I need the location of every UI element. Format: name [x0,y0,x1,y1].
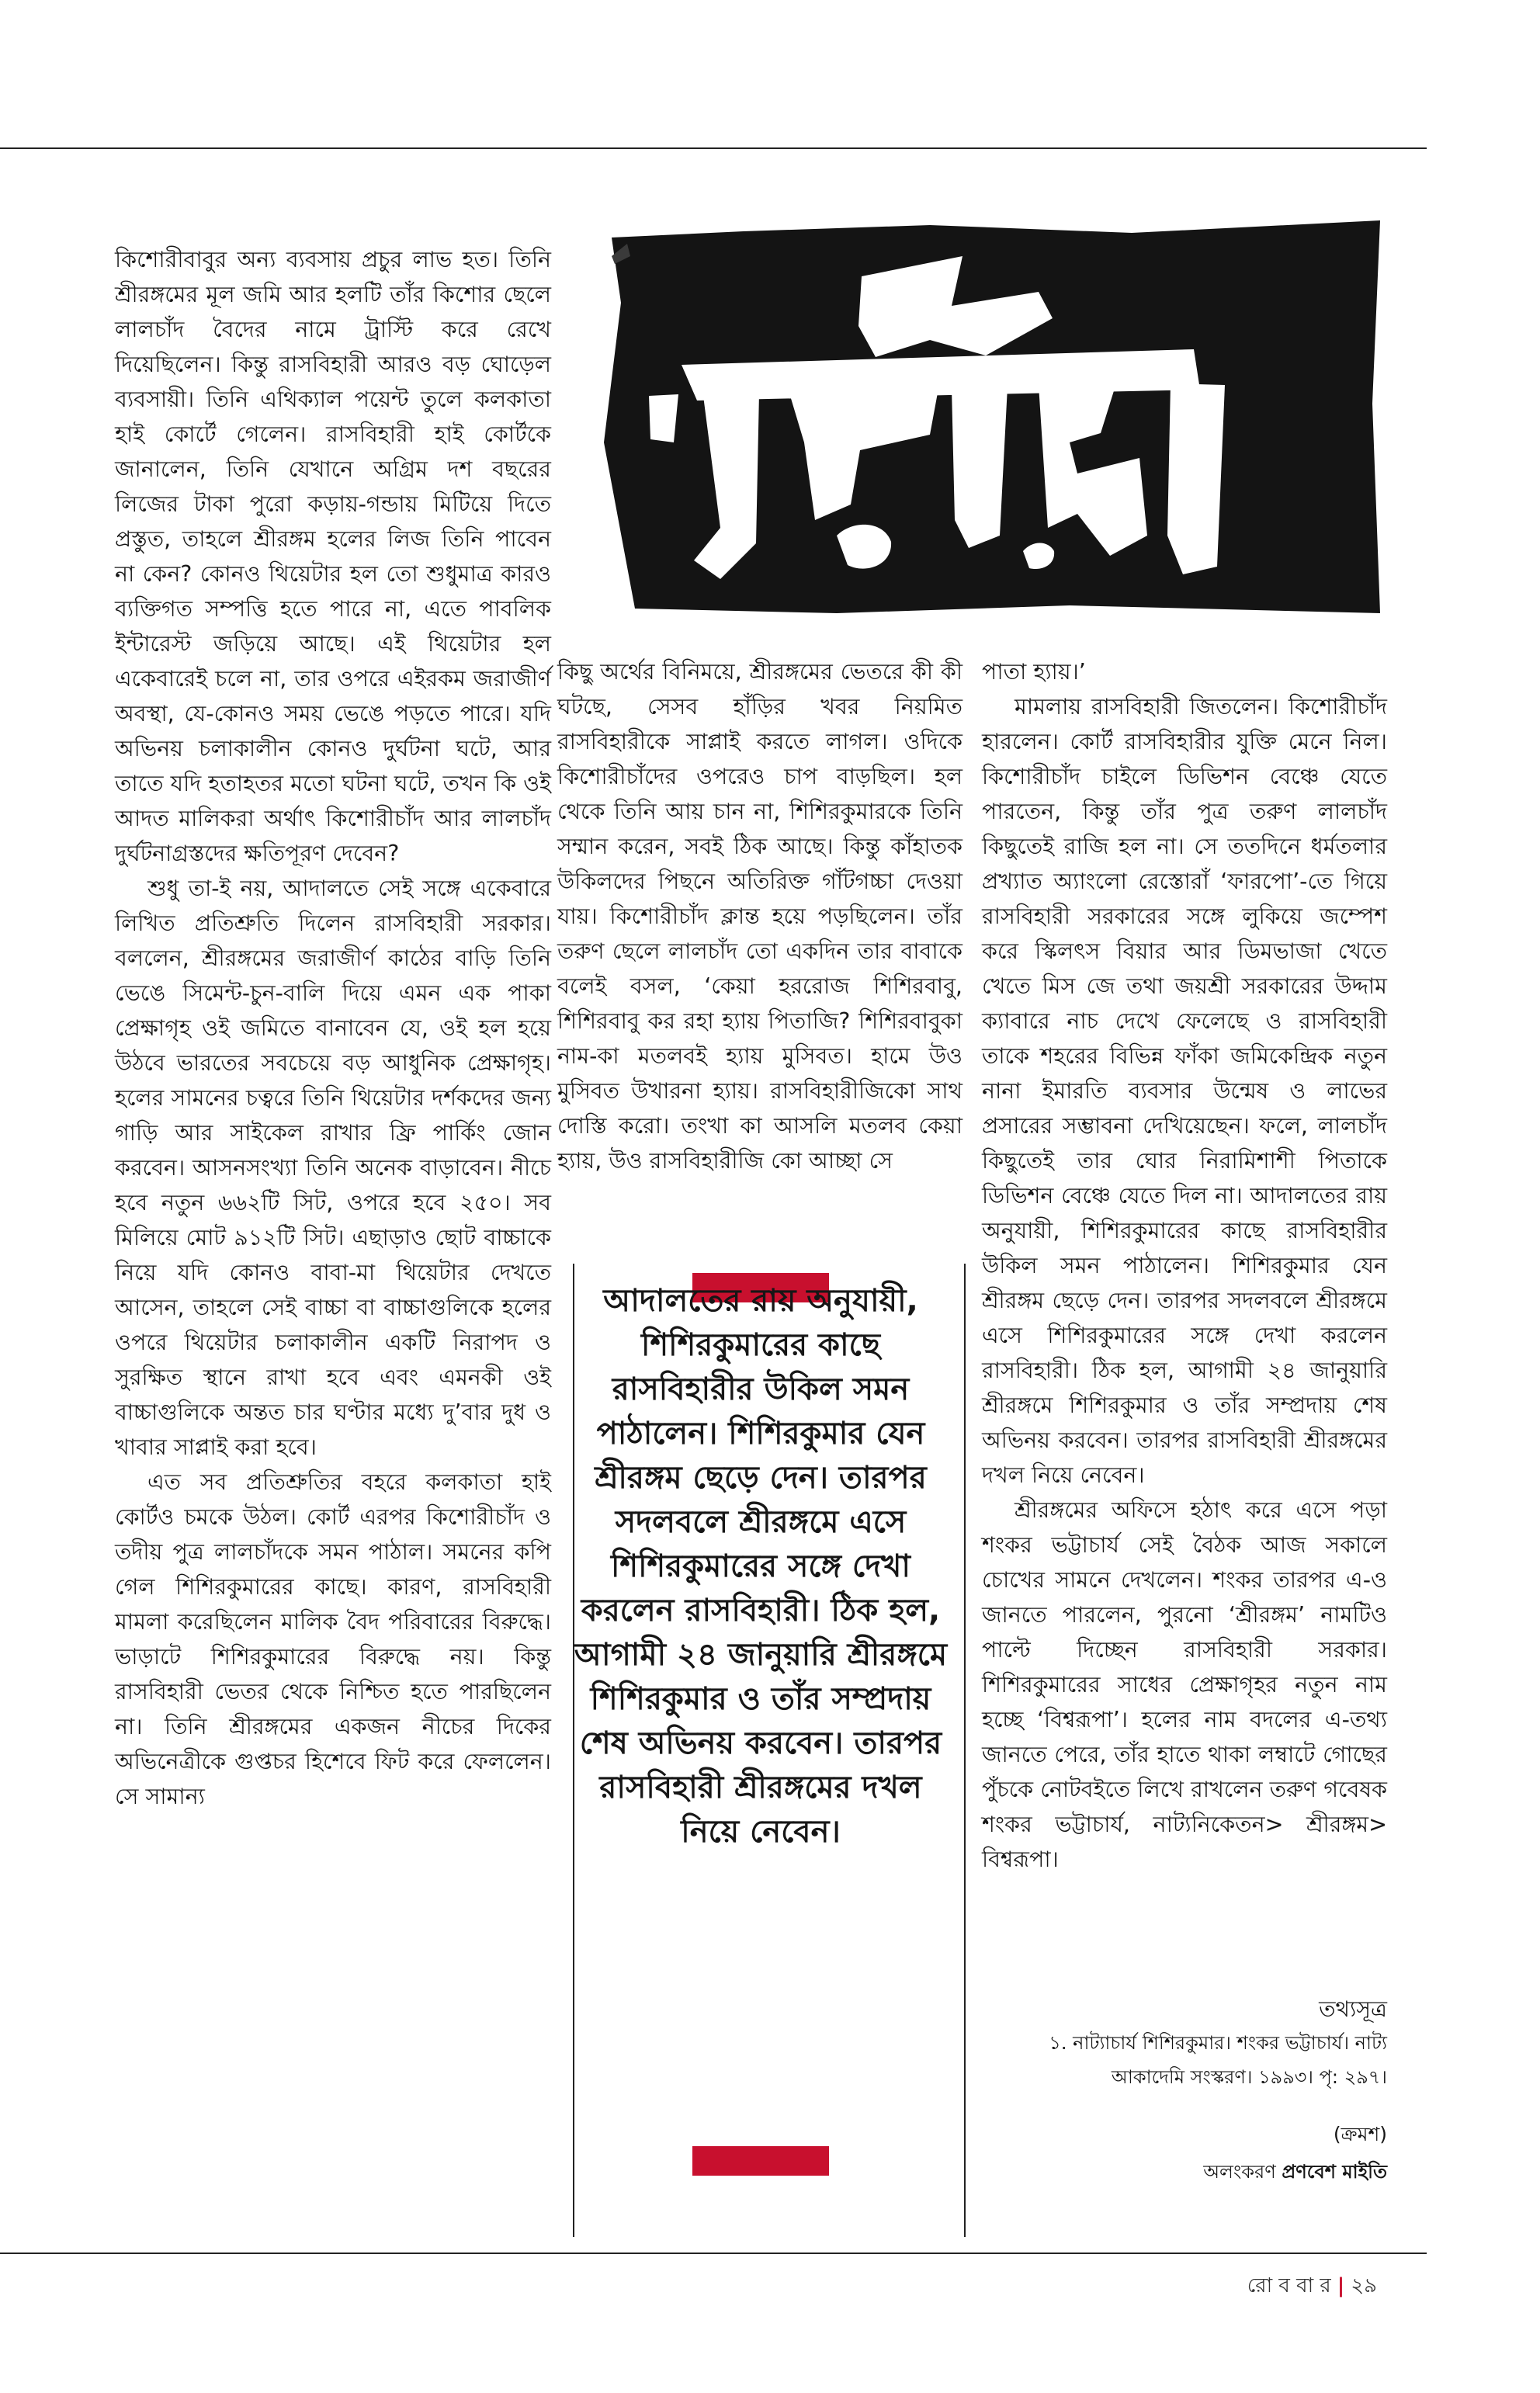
article-column-3 [982,654,1387,1877]
paragraph: এত সব প্রতিশ্রুতির বহরে কলকাতা হাই কোর্টও চমকে উঠল। কোর্ট এরপর কিশোরীচাঁদ ও তদীয় পুত্র লালচাঁদকে সমন পাঠাল। সমনের কপি গেল শিশিরকুমারের কাছে। কারণ, রাসবিহারী মামলা করেছিলেন মালিক বৈদ পরিবারের বিরুদ্ধে। ভাড়াটে শিশিরকুমারের বিরুদ্ধে নয়। কিন্তু রাসবিহারী ভেতর থেকে নিশ্চিত হতে পারছিলেন না। তিনি শ্রীরঙ্গমের একজন নীচের দিকের অভিনেত্রীকে গুপ্তচর হিশেবে ফিট করে ফেললেন। সে সামান্য [115,1469,551,1809]
column-divider-right [964,1264,966,2237]
page-number: ২৯ [1351,2274,1377,2298]
source-citation: ১. নাট্যাচার্য শিশিরকুমার। শংকর ভট্টাচার্য। নাট্য আকাদেমি সংস্করণ। ১৯৯৩। পৃ: ২৯৭। [1049,2032,1387,2088]
folio-separator: | [1337,2274,1345,2298]
paragraph: কিছু অর্থের বিনিময়ে, শ্রীরঙ্গমের ভেতরে কী কী ঘটছে, সেসব হাঁড়ির খবর নিয়মিত রাসবিহারীকে সাপ্লাই করতে লাগল। ওদিকে কিশোরীচাঁদের ওপরেও চাপ বাড়ছিল। হল থেকে তিনি আয় চান না, শিশিরকুমারকে তিনি সম্মান করেন, সবই ঠিক আছে। কিন্তু কাঁহাতক উকিলদের পিছনে অতিরিক্ত গাঁটগচ্চা দেওয়া যায়। কিশোরীচাঁদ ক্লান্ত হয়ে পড়ছিলেন। তাঁর তরুণ ছেলে লালচাঁদ তো একদিন তার বাবাকে বলেই বসল, ‘কেয়া হররোজ শিশিরবাবু, শিশিরবাবু কর রহা হ্যায় পিতাজি? শিশিরবাবুকা নাম-কা মতলবই হ্যায় মুসিবত। হামে উও মুসিবত উখারনা হ্যায়। রাসবিহারীজিকো সাথ দোস্তি করো। তংখা কা আসলি মতলব কেয়া হ্যায়, উও রাসবিহারীজি কো আচ্ছা সে [557,659,962,1174]
title-artwork [604,210,1382,615]
article-column-2 [557,654,962,1178]
paragraph: শুধু তা-ই নয়, আদালতে সেই সঙ্গে একেবারে লিখিত প্রতিশ্রুতি দিলেন রাসবিহারী সরকার। বললেন, শ্রীরঙ্গমের জরাজীর্ণ কাঠের বাড়ি তিনি ভেঙে সিমেন্ট-চুন-বালি দিয়ে এমন এক পাকা প্রেক্ষাগৃহ ওই জমিতে বানাবেন যে, ওই হল হয়ে উঠবে ভারতের সবচেয়ে বড় আধুনিক প্রেক্ষাগৃহ। হলের সামনের চত্বরে তিনি থিয়েটার দর্শকদের জন্য গাড়ি আর সাইকেল রাখার ফ্রি পার্কিং জোন করবেন। আসনসংখ্যা তিনি অনেক বাড়াবেন। নীচে হবে নতুন ৬৬২টি সিট, ওপরে হবে ২৫০। সব মিলিয়ে মোট ৯১২টি সিট। এছাড়াও ছোট বাচ্চাকে নিয়ে যদি কোনও বাবা-মা থিয়েটার দেখতে আসেন, তাহলে সেই বাচ্চা বা বাচ্চাগুলিকে হলের ওপরে থিয়েটার চলাকালীন একটি নিরাপদ ও সুরক্ষিত স্থানে রাখা হবে এবং এমনকী ওই বাচ্চাগুলিকে অন্তত চার ঘণ্টার মধ্যে দু’বার দুধ ও খাবার সাপ্লাই করা হবে। [115,876,551,1460]
paragraph: মামলায় রাসবিহারী জিতলেন। কিশোরীচাঁদ হারলেন। কোর্ট রাসবিহারীর যুক্তি মেনে নিল। কিশোরীচাঁদ চাইলে ডিভিশন বেঞ্চে যেতে পারতেন, কিন্তু তাঁর পুত্র তরুণ লালচাঁদ কিছুতেই রাজি হল না। সে ততদিনে ধর্মতলার প্রখ্যাত অ্যাংলো রেস্তোরাঁ ‘ফারপো’-তে গিয়ে রাসবিহারী সরকারের সঙ্গে লুকিয়ে জম্পেশ করে স্কিলৎস বিয়ার আর ডিমভাজা খেতে খেতে মিস জে তথা জয়শ্রী সরকারের উদ্দাম ক্যাবারে নাচ দেখে ফেলেছে ও রাসবিহারী তাকে শহরের বিভিন্ন ফাঁকা জমিকেন্দ্রিক নতুন নানা ইমারতি ব্যবসার উন্মেষ ও লাভের প্রসারের সম্ভাবনা দেখিয়েছেন। ফলে, লালচাঁদ কিছুতেই তার ঘোর নিরামিশাশী পিতাকে ডিভিশন বেঞ্চে যেতে দিল না। আদালতের রায় অনুযায়ী, শিশিরকুমারের কাছে রাসবিহারীর উকিল সমন পাঠালেন। শিশিরকুমার যেন শ্রীরঙ্গম ছেড়ে দেন। তারপর সদলবলে শ্রীরঙ্গমে এসে শিশিরকুমারের সঙ্গে দেখা করলেন রাসবিহারী। ঠিক হল, আগামী ২৪ জানুয়ারি শ্রীরঙ্গমে শিশিরকুমার ও তাঁর সম্প্রদায় শেষ অভিনয় করবেন। তারপর রাসবিহারী শ্রীরঙ্গমের দখল নিয়ে নেবেন। [982,694,1387,1488]
page-folio [1247,2270,1377,2304]
top-rule [0,147,1427,149]
credit-label: অলংকরণ [1203,2161,1276,2183]
illustration-credit [982,2158,1387,2189]
credit-name: প্রণবেশ মাইতি [1282,2161,1387,2183]
pull-quote: আদালতের রায় অনুযায়ী, শিশিরকুমারের কাছে রাসবিহারীর উকিল সমন পাঠালেন। শিশিরকুমার যেন শ্রীরঙ্গম ছেড়ে দেন। তারপর সদলবলে শ্রীরঙ্গমে এসে শিশিরকুমারের সঙ্গে দেখা করলেন রাসবিহারী। ঠিক হল, আগামী ২৪ জানুয়ারি শ্রীরঙ্গমে শিশিরকুমার ও তাঁর সম্প্রদায় শেষ অভিনয় করবেন। তারপর রাসবিহারী শ্রীরঙ্গমের দখল নিয়ে নেবেন। [574,1283,948,1850]
paragraph: পাতা হ্যায়।’ [982,659,1086,685]
article-column-1 [115,242,551,1814]
paragraph: কিশোরীবাবুর অন্য ব্যবসায় প্রচুর লাভ হত। তিনি শ্রীরঙ্গমের মূল জমি আর হলটি তাঁর কিশোর ছেলে লালচাঁদ বৈদের নামে ট্রাস্টি করে রেখে দিয়েছিলেন। কিন্তু রাসবিহারী আরও বড় ঘোড়েল ব্যবসায়ী। তিনি এথিক্যাল পয়েন্ট তুলে কলকাতা হাই কোর্টে গেলেন। রাসবিহারী হাই কোর্টকে জানালেন, তিনি যেখানে অগ্রিম দশ বছরের লিজের টাকা পুরো কড়ায়-গন্ডায় মিটিয়ে দিতে প্রস্তুত, তাহলে শ্রীরঙ্গম হলের লিজ তিনি পাবেন না কেন? কোনও থিয়েটার হল তো শুধুমাত্র কারও ব্যক্তিগত সম্পত্তি হতে পারে না, এতে পাবলিক ইন্টারেস্ট জড়িয়ে আছে। এই থিয়েটার হল একেবারেই চলে না, তার ওপরে এইরকম জরাজীর্ণ অবস্থা, যে-কোনও সময় ভেঙে পড়তে পারে। যদি অভিনয় চলাকালীন কোনও দুর্ঘটনা ঘটে, আর তাতে যদি হতাহতর মতো ঘটনা ঘটে, তখন কি ওই আদত মালিকরা অর্থাৎ কিশোরীচাঁদ আর লালচাঁদ দুর্ঘটনাগ্রস্তদের ক্ষতিপূরণ দেবেন? [115,247,551,866]
continued-marker: (ক্রমশ) [1333,2123,1387,2145]
pull-quote-bottom-bar [692,2146,829,2176]
sources-heading: তথ্যসূত্র [1319,1996,1387,2022]
magazine-name: রো ব বা র [1247,2274,1331,2298]
bottom-rule [0,2253,1427,2254]
paragraph: শ্রীরঙ্গমের অফিসে হঠাৎ করে এসে পড়া শংকর ভট্টাচার্য সেই বৈঠক আজ সকালে চোখের সামনে দেখলেন। শংকর তারপর এ-ও জানতে পারলেন, পুরনো ‘শ্রীরঙ্গম’ নামটিও পাল্টে দিচ্ছেন রাসবিহারী সরকার। শিশিরকুমারের সাধের প্রেক্ষাগৃহর নতুন নাম হচ্ছে ‘বিশ্বরূপা’। হলের নাম বদলের এ-তথ্য জানতে পেরে, তাঁর হাতে থাকা লম্বাটে গোছের পুঁচকে নোটবইতে লিখে রাখলেন তরুণ গবেষক শংকর ভট্টাচার্য, নাট্যনিকেতন> শ্রীরঙ্গম> বিশ্বরূপা। [982,1497,1387,1872]
